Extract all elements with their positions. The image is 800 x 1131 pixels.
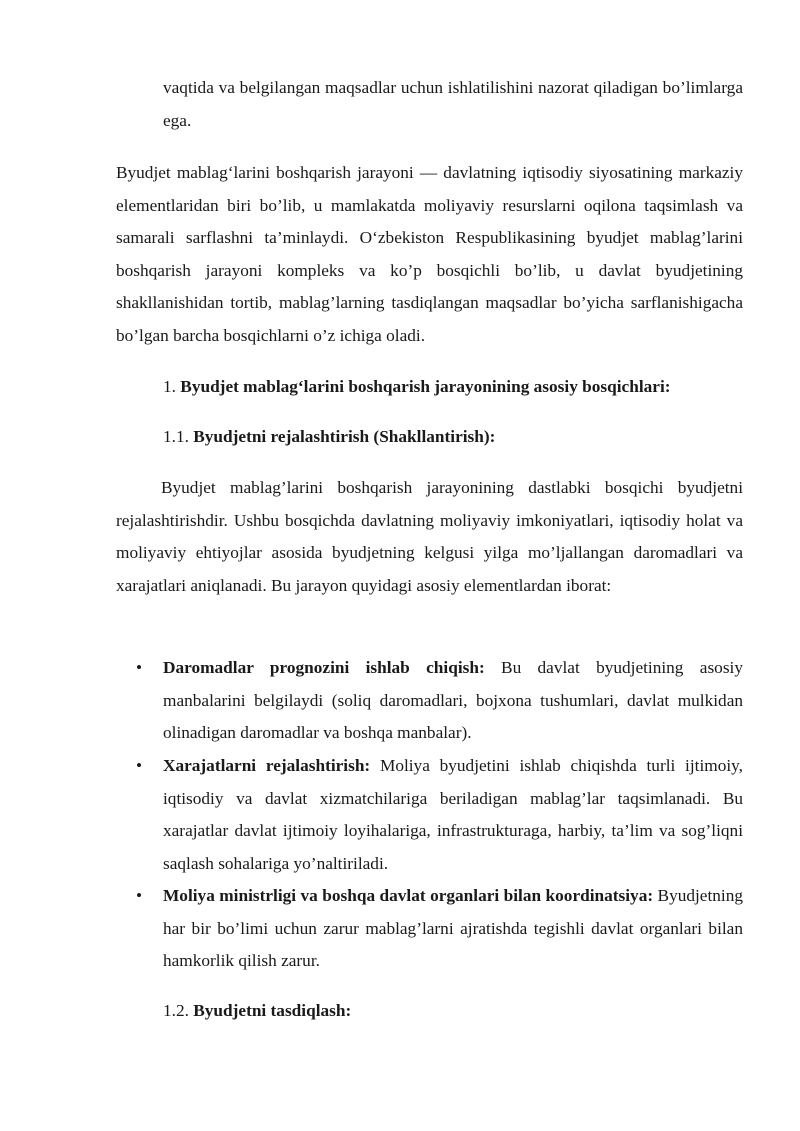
bullet-term: Daromadlar prognozini ishlab chiqish: xyxy=(163,658,485,677)
bullet-text: Bu davlat byudjetining asosiy manbalarini belgilaydi (soliq daromadlari, bojxona tushumlari, davlat mulkidan olinadigan daromadlar va boshqa manbalar). xyxy=(163,658,743,742)
bullet-text: Moliya byudjetini ishlab chiqishda turli ijtimoiy, iqtisodiy va davlat xizmatchilariga beriladigan mablag’lar taqsimlanadi. Bu xarajatlar davlat ijtimoiy loyihalariga, infrastrukturaga, harbiy, ta’lim va sog’liqni saqlash sohalariga yo’naltiriladi. xyxy=(163,756,743,873)
section-number: 1. xyxy=(163,377,176,396)
bullet-marker: • xyxy=(136,756,143,775)
section-number: 1.1. xyxy=(163,427,189,446)
bullet-marker: • xyxy=(136,886,143,905)
bullet-term: Xarajatlarni rejalashtirish: xyxy=(163,756,371,775)
bullet-term: Moliya ministrligi va boshqa davlat organlari bilan koordinatsiya: xyxy=(163,886,654,905)
bullet-item xyxy=(163,880,743,978)
intro-paragraph: Byudjet mablag‘larini boshqarish jarayoni — davlatning iqtisodiy siyosatining markaziy elementlaridan biri bo’lib, u mamlakatda moliyaviy resurslarni oqilona taqsimlash va samarali sarflashni ta’minlaydi. O‘zbekiston Respublikasining byudjet mablag’larini boshqarish jarayoni kompleks va ko’p bosqichli bo’lib, u davlat byudjetining shakllanishidan tortib, mablag’larning tasdiqlangan maqsadlar bo’yicha sarflanishigacha bo’lgan barcha bosqichlarni o’z ichiga oladi. xyxy=(116,163,743,345)
section-title: Byudjetni rejalashtirish (Shakllantirish): xyxy=(193,427,496,446)
bullet-item xyxy=(163,750,743,880)
bullet-marker: • xyxy=(136,658,143,677)
section-heading-1-1 xyxy=(163,421,763,454)
section-number: 1.2. xyxy=(163,1001,189,1020)
section-heading-1 xyxy=(163,371,763,404)
section-heading-1-2 xyxy=(163,995,763,1028)
section-title: Byudjetni tasdiqlash: xyxy=(193,1001,352,1020)
section-title: Byudjet mablag‘larini boshqarish jarayonining asosiy bosqichlari: xyxy=(180,377,671,396)
bullet-item xyxy=(163,652,743,750)
continuation-text: vaqtida va belgilangan maqsadlar uchun ishlatilishini nazorat qiladigan bo’limlarga ega. xyxy=(163,78,743,130)
bullet-text: Byudjetning har bir bo’limi uchun zarur mablag’larni ajratishda tegishli davlat organlari bilan hamkorlik qilish zarur. xyxy=(163,886,743,970)
planning-paragraph: Byudjet mablag’larini boshqarish jarayonining dastlabki bosqichi byudjetni rejalashtirishdir. Ushbu bosqichda davlatning moliyaviy imkoniyatlari, iqtisodiy holat va moliyaviy ehtiyojlar asosida byudjetning kelgusi yilga mo’ljallangan daromadlari va xarajatlari aniqlanadi. Bu jarayon quyidagi asosiy elementlardan iborat: xyxy=(116,478,743,595)
